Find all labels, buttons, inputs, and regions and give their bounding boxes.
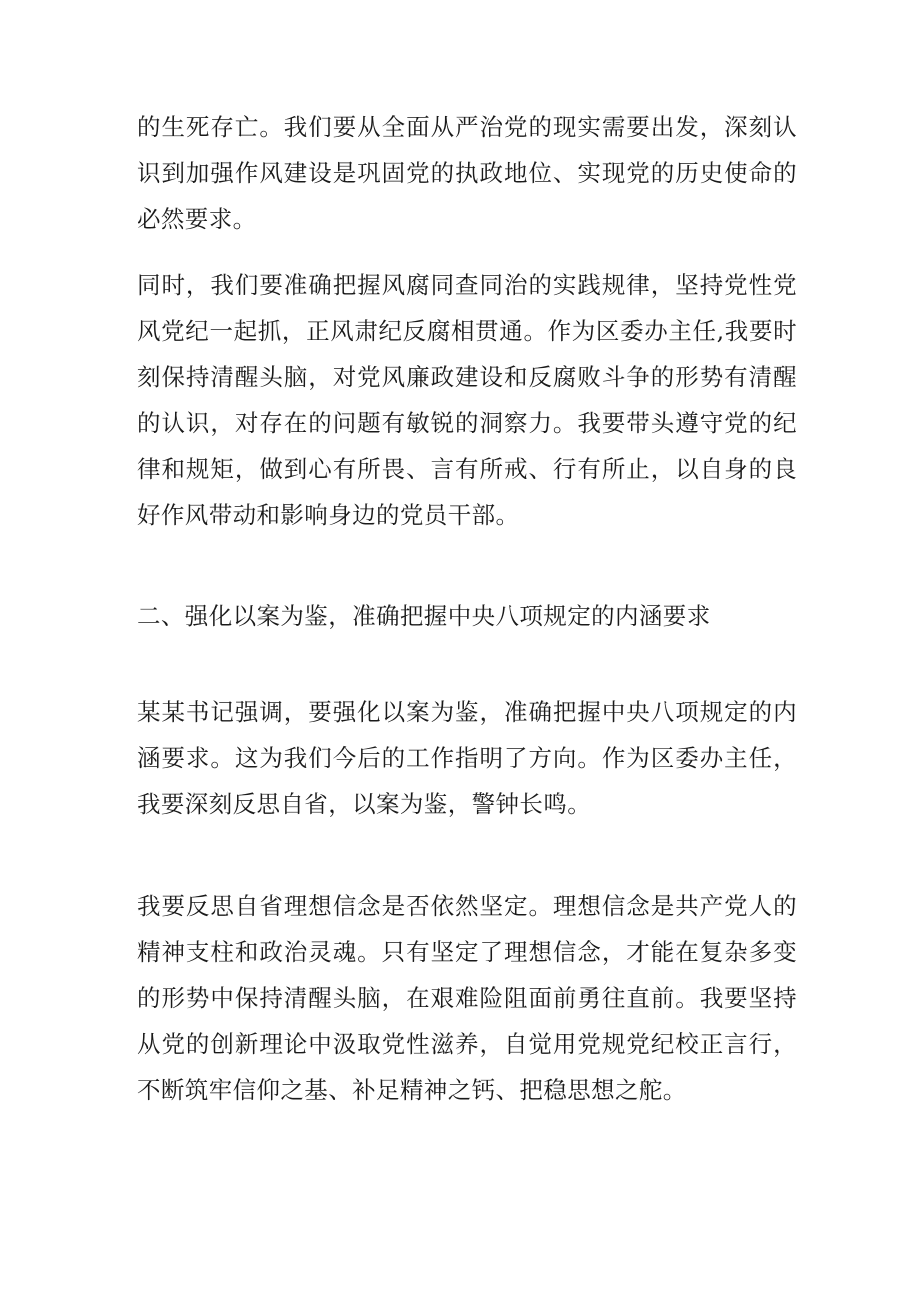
paragraph-practice-rules: 同时，我们要准确把握风腐同查同治的实践规律，坚持党性党风党纪一起抓，正风肃纪反腐相贯通。作为区委办主任,我要时刻保持清醒头脑，对党风廉政建设和反腐败斗争的形势有清醒的认识，对存在的问题有敏锐的洞察力。我要带头遵守党的纪律和规矩，做到心有所畏、言有所戒、行有所止，以自身的良好作风带动和影响身边的党员干部。	[137, 271, 797, 529]
paragraph-ideals: 我要反思自省理想信念是否依然坚定。理想信念是共产党人的精神支柱和政治灵魂。只有坚定了理想信念，才能在复杂多变的形势中保持清醒头脑，在艰难险阻面前勇往直前。我要坚持从党的创新理论中汲取党性滋养，自觉用党规党纪校正言行，不断筑牢信仰之基、补足精神之钙、把稳思想之舵。	[137, 892, 797, 1104]
paragraph-continuation: 的生死存亡。我们要从全面从严治党的现实需要出发，深刻认识到加强作风建设是巩固党的执政地位、实现党的历史使命的必然要求。	[137, 113, 797, 233]
paragraph-lessons: 某某书记强调，要强化以案为鉴，准确把握中央八项规定的内涵要求。这为我们今后的工作指明了方向。作为区委办主任，我要深刻反思自省，以案为鉴，警钟长鸣。	[137, 698, 797, 818]
section-heading-2: 二、强化以案为鉴，准确把握中央八项规定的内涵要求	[137, 602, 711, 630]
